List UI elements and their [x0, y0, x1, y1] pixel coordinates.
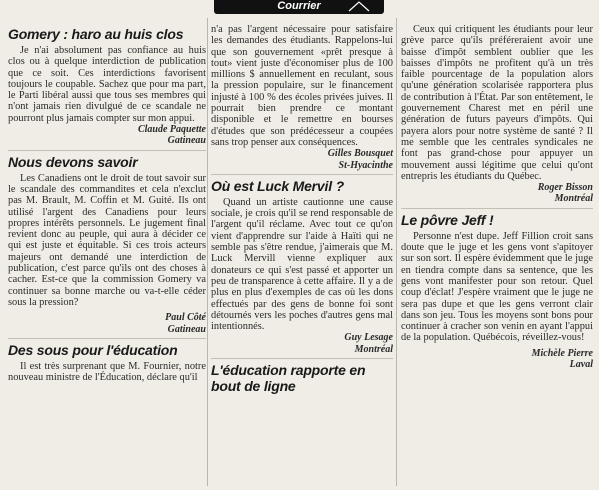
letter-separator — [8, 150, 206, 151]
letter-body: Il est très surprenant que M. Fournier, notre nouveau ministre de l'Éducation, déclare qu'il — [8, 360, 206, 384]
column-right — [401, 14, 593, 370]
letter-title: Où est Luck Mervil ? — [211, 177, 344, 194]
letter-education-cont — [211, 24, 393, 171]
column-left — [8, 14, 206, 383]
envelope-icon — [348, 1, 370, 12]
letter-title: Des sous pour l'éducation — [8, 341, 178, 358]
letter-author: Guy Lesage — [344, 332, 393, 344]
letter-city: Laval — [569, 359, 593, 371]
letter-title: Nous devons savoir — [8, 153, 138, 170]
letter-body: Ceux qui critiquent les étudiants pour leur grève parce qu'ils préféreraient avoir une baisse d'impôt semblent oublier que les baisses d'impôts ne profitent qu'à un très faible pourcentage de la population alors qu'une génération scolarisée rapportera plus de contribution à l'État. Par son entêtement, le gouvernement Charest met en péril une génération de futurs payeurs d'impôts. Qui payera alors pour notre système de santé ? Il me semble que les centrales syndicales ne font pas grand-chose pour appuyer un mouvement aussi légitime que celui qu'ont entrepris les étudiants du Québec. — [401, 24, 593, 182]
letter-body: Les Canadiens ont le droit de tout savoir sur le scandale des commandites et cela n'exclut pas M. Brault, M. Coffin et M. Guité. Ils ont utilisé l'argent des Canadiens pour leurs propres intérêts personnels. Le jugement final revient donc au peuple, qui aura à décider ce qui est juste et équitable. Si ces trois acteurs majeurs ont demandé une interdiction de publication, c'est parce qu'ils ont des choses à cacher. Est-ce que la commission Gomery va continuer sa bonne marche ou va-t-elle céder sous la pression? — [8, 172, 206, 308]
column-divider — [207, 18, 208, 486]
letter-author: Claude Paquette — [137, 124, 206, 136]
letter-title: Gomery : haro au huis clos — [8, 26, 184, 42]
letter-rapporte-cont — [401, 24, 593, 205]
letter-separator — [211, 174, 393, 175]
letter-title: Le pôvre Jeff ! — [401, 211, 494, 228]
column-middle — [211, 14, 393, 394]
letter-body: n'a pas l'argent nécessaire pour satisfaire les demandes des étudiants. Rappelons-lui que son gouvernement «prêt presque à tout» vient juste d'économiser plus de 100 millions $ annuellement en reculant, sous la pression populaire, sur le financement injusté à 100 % des écoles privées juives. Il pourrait bien prendre ce montant disponible et le remettre en bourses d'études que son prédécesseur a coupées sans trop penser aux conséquences. — [211, 24, 393, 148]
letter-education — [8, 342, 206, 384]
letter-city: Montréal — [354, 343, 393, 355]
letter-jeff — [401, 212, 593, 371]
letter-body: Quand un artiste cautionne une cause sociale, je crois qu'il se rend responsable de l'argent qu'il réclame. Avec tout ce qu'on vient d'apprendre sur l'aide à Haïti qui ne semble pas s'être rendue, j'aimerais que M. Luck Mervill vienne expliquer aux donateurs ce qui s'est passé et apporter un peu de transparence à cette affaire. Il y a de plus en plus d'exemples de cas où les dons effectués par des gens de bonne foi sont détournés vers les poches d'autres gens mal intentionnés. — [211, 196, 393, 333]
letter-separator — [8, 338, 206, 339]
letter-body: Personne n'est dupe. Jeff Fillion croit sans doute que le juge et les gens vont s'apitoyer sur son sort. Il espère évidemment que le juge en tiendra compte dans sa sentence, que les gens vont manifester pour son retour. Quel coup d'éclat! J'espère vraiment que le juge ne sera pas dupe et que les gens verront clair dans son jeu. Tous les moyens sont bons pour continuer à cracher son venin en ayant l'appui de la population. Québécois, réveillez-vous! — [401, 230, 593, 344]
column-divider — [396, 18, 397, 486]
letter-author: Gilles Bousquet — [327, 148, 393, 160]
letter-separator — [211, 358, 393, 359]
masthead-label: Courrier — [277, 0, 321, 12]
letter-city: Gatineau — [167, 323, 206, 335]
letter-city: Montréal — [554, 193, 593, 205]
letter-gomery — [8, 26, 206, 147]
letter-body: Je n'ai absolument pas confiance au huis clos ou à quelque interdiction de publication que ce soit. Ces interdictions favorisent toujours le coupable. Sachez que pour ma part, le Parti libéral aussi que tous ses membres qui n'ont jamais rien divulgué de ce scandale ne pourront plus jamais compter sur mon appui. — [8, 45, 206, 124]
letter-author: Michèle Pierre — [531, 347, 593, 359]
letter-savoir — [8, 154, 206, 335]
section-masthead — [214, 0, 384, 14]
letter-mervil — [211, 178, 393, 355]
letter-city: Gatineau — [167, 135, 206, 147]
letter-author: Roger Bisson — [537, 182, 593, 194]
letter-city: St-Hyacinthe — [338, 159, 393, 171]
letter-rapporte — [211, 362, 393, 394]
letter-separator — [401, 208, 593, 209]
letter-author: Paul Côté — [165, 312, 206, 324]
letter-title: L'éducation rapporte en bout de ligne — [211, 362, 366, 395]
